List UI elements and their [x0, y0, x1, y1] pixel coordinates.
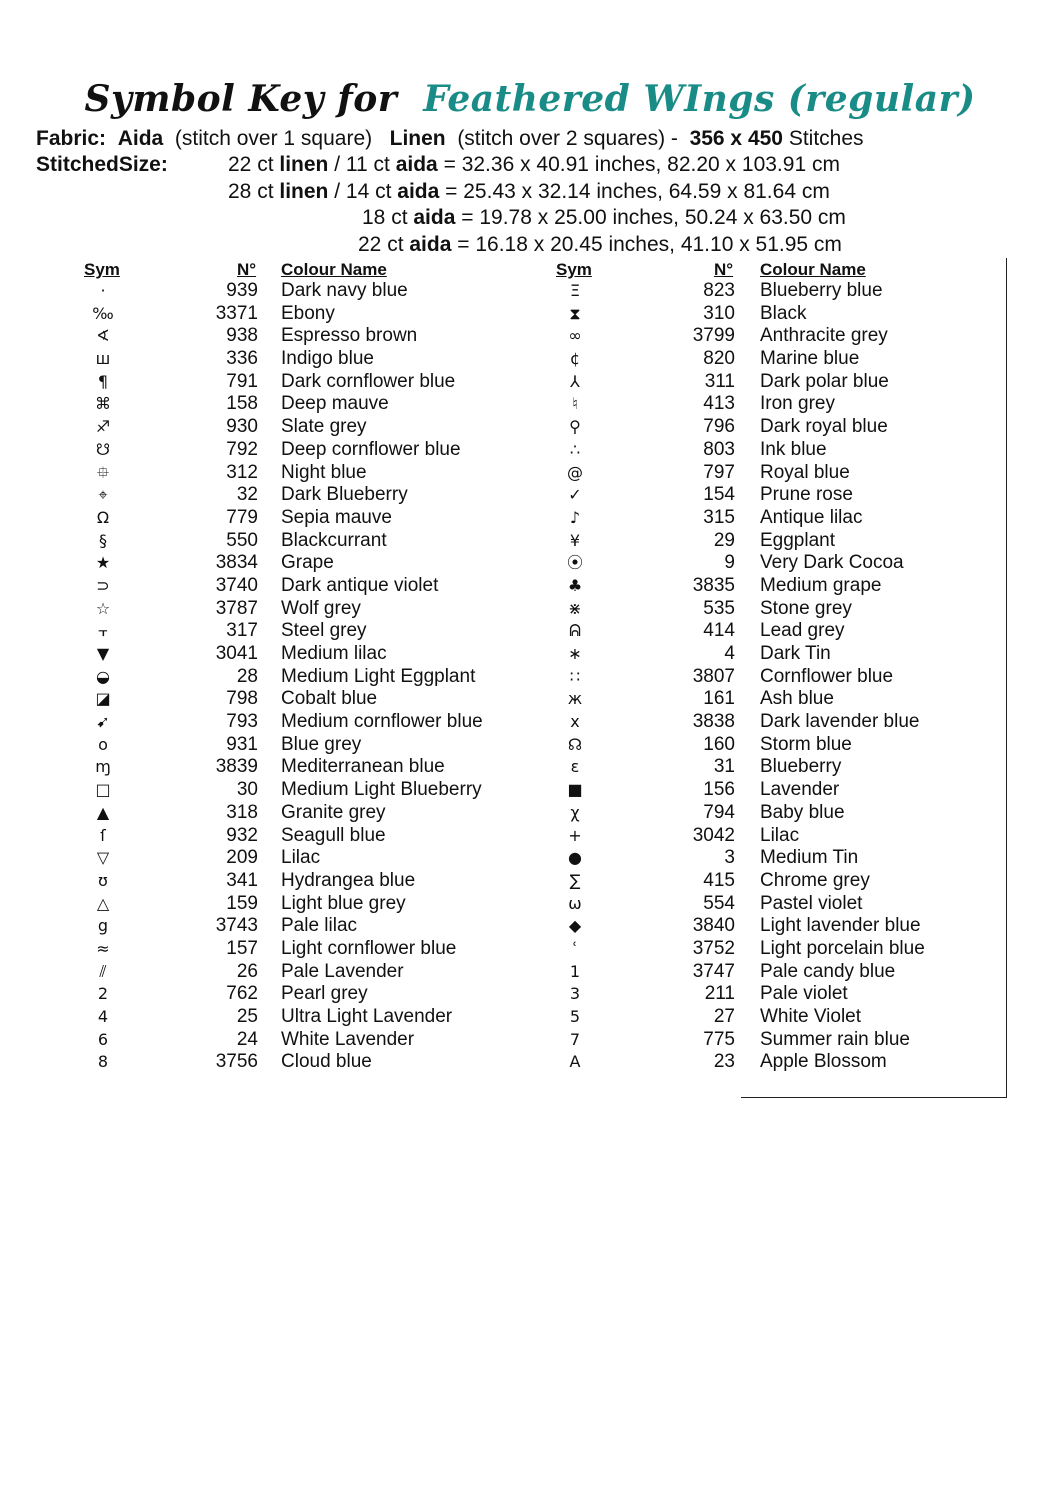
stitch-count: 356 x 450 [689, 127, 783, 150]
color-number: 312 [226, 461, 258, 483]
color-number: 554 [703, 892, 735, 914]
color-number: 317 [226, 620, 258, 642]
color-number: 311 [704, 370, 735, 392]
color-name: Steel grey [281, 620, 367, 642]
color-name: Mediterranean blue [281, 756, 445, 778]
symbol-glyph: ▲ [96, 802, 110, 822]
size-ct: 18 ct [362, 206, 408, 229]
color-number: 26 [236, 960, 258, 982]
color-name: Medium grape [760, 574, 882, 596]
symbol-glyph: ⅄ [570, 371, 580, 391]
color-number: 3756 [215, 1051, 258, 1073]
symbol-glyph: ʊ [98, 870, 108, 890]
color-name: Dark navy blue [281, 280, 408, 301]
symbol-glyph: ▼ [96, 644, 110, 663]
color-number: 158 [226, 393, 258, 415]
symbol-glyph: ⌘ [95, 394, 111, 414]
color-number: 154 [703, 484, 735, 506]
symbol-glyph: o [98, 734, 108, 754]
symbol-glyph: ⫽ [99, 961, 107, 981]
color-number: 25 [236, 1006, 258, 1027]
symbol-glyph: 8 [97, 1052, 109, 1072]
color-name: Medium cornflower blue [281, 711, 483, 733]
color-name: Apple Blossom [760, 1051, 887, 1073]
size-dims: = 25.43 x 32.14 inches, 64.59 x 81.64 cm [445, 180, 830, 203]
table-border-right [1006, 258, 1007, 1098]
symbol-glyph: ☋ [95, 439, 111, 459]
color-number: 318 [226, 801, 258, 823]
color-number: 32 [236, 484, 258, 506]
color-name: Blueberry [760, 756, 842, 778]
symbol-glyph: g [97, 916, 109, 936]
color-number: 3835 [692, 574, 735, 596]
color-number: 932 [226, 824, 258, 846]
color-number: 211 [704, 983, 735, 1005]
stitched-size-label-line [36, 152, 168, 178]
color-number: 156 [703, 779, 735, 801]
size-ct: 22 ct [358, 233, 404, 256]
color-number: 3042 [692, 824, 735, 846]
color-number: 3371 [215, 302, 258, 324]
symbol-glyph: ε [570, 757, 580, 777]
size-fabric: aida [395, 153, 438, 176]
color-name: Marine blue [760, 348, 860, 370]
color-number: 23 [713, 1051, 735, 1073]
symbol-glyph: ➹ [96, 712, 110, 732]
symbol-glyph: 2 [97, 984, 109, 1004]
color-number: 823 [703, 280, 735, 301]
fabric-line [36, 126, 864, 152]
title-prefix: Symbol Key for [84, 78, 398, 120]
color-number: 3743 [215, 915, 258, 937]
symbol-glyph: ⧗ [569, 303, 581, 323]
symbol-glyph: ¶ [97, 371, 109, 391]
color-number: 939 [226, 280, 258, 301]
size-ct: / 14 ct [334, 180, 392, 203]
symbol-glyph: ☊ [567, 734, 583, 754]
symbol-glyph: ◪ [95, 689, 111, 709]
symbol-glyph: ★ [95, 553, 111, 573]
size-ct: 22 ct [228, 153, 274, 176]
color-number: 3840 [692, 915, 735, 937]
size-fabric: aida [409, 233, 452, 256]
color-number: 413 [703, 393, 735, 415]
color-name: Lavender [760, 779, 840, 801]
symbol-glyph: · [100, 281, 106, 300]
symbol-glyph: + [568, 825, 582, 845]
color-name: Deep mauve [281, 393, 389, 415]
color-name: Anthracite grey [760, 325, 888, 347]
color-number: 414 [703, 620, 735, 642]
symbol-glyph: ☆ [95, 598, 111, 618]
size-fabric: linen [279, 153, 329, 176]
color-number: 762 [226, 983, 258, 1005]
symbol-glyph: 1 [569, 961, 581, 981]
size-line-4 [358, 232, 842, 258]
symbol-glyph: 3 [569, 984, 581, 1004]
color-name: Espresso brown [281, 325, 418, 347]
color-name: White Violet [760, 1006, 862, 1027]
color-number: 341 [226, 869, 258, 891]
color-name: Ink blue [760, 438, 827, 460]
fabric-aida: Aida [117, 127, 164, 150]
color-name: Granite grey [281, 801, 386, 823]
color-number: 160 [703, 733, 735, 755]
color-name: Seagull blue [281, 824, 386, 846]
color-name: Lead grey [760, 620, 845, 642]
color-name: Medium Tin [760, 847, 859, 869]
color-name: Iron grey [760, 393, 835, 415]
color-number: 315 [703, 506, 735, 528]
color-name: Chrome grey [760, 869, 870, 891]
color-number: 3747 [692, 960, 735, 982]
color-number: 535 [703, 597, 735, 619]
color-number: 3740 [215, 574, 258, 596]
color-number: 794 [703, 801, 735, 823]
symbol-glyph: ♪ [569, 507, 581, 527]
color-name: Cloud blue [281, 1051, 372, 1073]
header-sym-right: Sym [556, 260, 592, 279]
symbol-glyph: ш [95, 349, 111, 369]
symbol-glyph: ⋇ [568, 598, 582, 618]
color-number: 3839 [215, 756, 258, 778]
size-fabric: linen [279, 180, 329, 203]
color-number: 930 [226, 416, 258, 438]
symbol-glyph: □ [95, 780, 111, 800]
symbol-glyph: 5 [569, 1007, 581, 1026]
color-number: 938 [226, 325, 258, 347]
color-name: Summer rain blue [760, 1028, 910, 1050]
symbol-glyph: ⊃ [96, 575, 110, 595]
color-number: 775 [703, 1028, 735, 1050]
symbol-glyph: ■ [567, 780, 583, 800]
color-number: 24 [236, 1028, 258, 1050]
symbol-glyph: ¥ [569, 530, 581, 550]
color-name: White Lavender [281, 1028, 415, 1050]
color-number: 9 [724, 552, 735, 574]
color-name: Medium lilac [281, 643, 387, 664]
symbol-glyph: ⌖ [98, 485, 108, 505]
symbol-glyph: χ [570, 802, 580, 822]
color-number: 793 [226, 711, 258, 733]
color-number: 209 [226, 847, 258, 869]
symbol-glyph: 6 [97, 1029, 109, 1049]
color-number: 820 [703, 348, 735, 370]
color-number: 791 [226, 370, 258, 392]
color-name: Pastel violet [760, 892, 863, 914]
color-number: 310 [703, 302, 735, 324]
size-line-3 [362, 205, 846, 231]
color-name: Light cornflower blue [281, 937, 457, 959]
color-number: 336 [226, 348, 258, 370]
color-name: Prune rose [760, 484, 853, 506]
color-name: Grape [281, 552, 334, 574]
color-name: Medium Light Eggplant [281, 665, 476, 687]
color-name: Cornflower blue [760, 665, 894, 687]
size-dims: = 19.78 x 25.00 inches, 50.24 x 63.50 cm [461, 206, 846, 229]
color-number: 415 [703, 869, 735, 891]
header-name-left: Colour Name [281, 260, 387, 279]
symbol-glyph: △ [96, 893, 110, 913]
size-dims: = 16.18 x 20.45 inches, 41.10 x 51.95 cm [457, 233, 842, 256]
size-fabric: aida [397, 180, 440, 203]
symbol-glyph: ʿ [572, 938, 578, 958]
color-name: Light blue grey [281, 892, 406, 914]
header-name-right: Colour Name [760, 260, 866, 279]
color-name: Stone grey [760, 597, 852, 619]
color-name: Blackcurrant [281, 529, 387, 551]
symbol-glyph: ‰ [92, 303, 114, 323]
color-name: Lilac [760, 824, 800, 846]
color-name: Slate grey [281, 416, 367, 438]
color-number: 4 [724, 643, 735, 664]
color-number: 3787 [215, 597, 258, 619]
symbol-glyph: ∞ [568, 326, 582, 346]
symbol-glyph: ж [567, 689, 583, 709]
symbol-glyph: ɱ [95, 757, 111, 777]
symbol-glyph: Ω [96, 507, 110, 527]
fabric-linen-note: (stitch over 2 squares) - [457, 127, 678, 150]
color-number: 798 [226, 688, 258, 710]
color-name: Light lavender blue [760, 915, 921, 937]
color-name: Very Dark Cocoa [760, 552, 904, 574]
color-name: Dark polar blue [760, 370, 889, 392]
fabric-label: Fabric: [36, 127, 107, 150]
size-fabric: aida [413, 206, 456, 229]
color-name: Dark Tin [760, 643, 831, 664]
stitches-label: Stitches [788, 127, 864, 150]
symbol-glyph: ♣ [567, 575, 583, 595]
symbol-glyph: ω [568, 893, 582, 913]
symbol-glyph: ∷ [569, 666, 581, 686]
color-name: Dark Blueberry [281, 484, 408, 506]
color-name: Lilac [281, 847, 321, 869]
color-name: Pale Lavender [281, 960, 404, 982]
symbol-glyph: ● [568, 848, 582, 868]
symbol-glyph: ſ [100, 825, 106, 845]
color-name: Wolf grey [281, 597, 361, 619]
symbol-glyph: ¢ [569, 349, 581, 369]
color-number: 159 [226, 892, 258, 914]
color-number: 3 [724, 847, 735, 869]
color-number: 797 [703, 461, 735, 483]
symbol-glyph: ✓ [568, 485, 582, 505]
color-name: Pale candy blue [760, 960, 896, 982]
color-number: 28 [236, 665, 258, 687]
symbol-glyph: ♐ [95, 417, 111, 437]
color-name: Antique lilac [760, 506, 863, 528]
symbol-glyph: ∑ [569, 870, 581, 890]
fabric-linen: Linen [389, 127, 446, 150]
symbol-glyph: ∴ [569, 439, 581, 459]
color-name: Dark lavender blue [760, 711, 920, 733]
symbol-glyph: ▽ [96, 848, 110, 868]
color-name: Blueberry blue [760, 280, 883, 301]
symbol-glyph: ⦿ [566, 553, 583, 573]
color-name: Sepia mauve [281, 506, 392, 528]
symbol-glyph: ♮ [572, 394, 578, 414]
header-sym-left: Sym [84, 260, 120, 279]
color-number: 27 [713, 1006, 735, 1027]
symbol-glyph: 4 [97, 1007, 109, 1026]
color-name: Pale lilac [281, 915, 358, 937]
symbol-glyph: ∗ [568, 644, 582, 663]
color-number: 779 [226, 506, 258, 528]
symbol-glyph: @ [567, 462, 583, 482]
color-number: 3834 [215, 552, 258, 574]
color-number: 3838 [692, 711, 735, 733]
size-line-1 [228, 152, 840, 178]
color-number: 3799 [692, 325, 735, 347]
symbol-glyph: ⯐ [96, 462, 109, 482]
symbol-glyph: Ξ [569, 281, 581, 300]
symbol-glyph: A [569, 1052, 581, 1072]
symbol-glyph: ◒ [96, 666, 110, 686]
color-number: 3807 [692, 665, 735, 687]
color-name: Hydrangea blue [281, 869, 416, 891]
size-line-2 [228, 179, 830, 205]
color-name: Pearl grey [281, 983, 368, 1005]
color-number: 31 [713, 756, 735, 778]
symbol-glyph: ≈ [96, 938, 110, 958]
symbol-glyph: ∢ [96, 326, 110, 346]
fabric-aida-note: (stitch over 1 square) [174, 127, 373, 150]
color-name: Baby blue [760, 801, 845, 823]
stitched-size-label: StitchedSize: [36, 153, 168, 176]
color-number: 803 [703, 438, 735, 460]
color-number: 796 [703, 416, 735, 438]
color-name: Black [760, 302, 807, 324]
color-number: 30 [236, 779, 258, 801]
symbol-glyph: ⫟ [98, 621, 108, 641]
size-dims: = 32.36 x 40.91 inches, 82.20 x 103.91 cm [443, 153, 840, 176]
color-name: Ash blue [760, 688, 834, 710]
color-name: Medium Light Blueberry [281, 779, 482, 801]
color-number: 792 [226, 438, 258, 460]
size-ct: / 11 ct [334, 153, 390, 176]
color-number: 161 [703, 688, 735, 710]
table-border-bottom [741, 1097, 1007, 1098]
symbol-glyph: ◆ [568, 916, 582, 936]
header-num-left: N° [237, 260, 257, 279]
symbol-glyph: x [570, 712, 580, 732]
color-number: 3752 [692, 937, 735, 959]
color-name: Night blue [281, 461, 367, 483]
color-number: 29 [713, 529, 735, 551]
color-number: 3041 [215, 643, 258, 664]
color-name: Storm blue [760, 733, 852, 755]
color-name: Deep cornflower blue [281, 438, 461, 460]
symbol-glyph: ⚲ [569, 417, 581, 437]
color-name: Dark antique violet [281, 574, 439, 596]
color-name: Dark cornflower blue [281, 370, 456, 392]
page-title [0, 78, 1060, 120]
size-ct: 28 ct [228, 180, 274, 203]
color-name: Royal blue [760, 461, 850, 483]
color-name: Light porcelain blue [760, 937, 925, 959]
symbol-glyph: § [99, 530, 107, 550]
color-name: Ultra Light Lavender [281, 1006, 453, 1027]
color-name: Blue grey [281, 733, 362, 755]
color-name: Ebony [281, 302, 335, 324]
symbol-glyph: ᕱ [569, 621, 581, 641]
color-name: Pale violet [760, 983, 848, 1005]
color-number: 931 [226, 733, 258, 755]
color-number: 550 [226, 529, 258, 551]
symbol-glyph: 7 [569, 1029, 581, 1049]
color-name: Indigo blue [281, 348, 374, 370]
color-name: Cobalt blue [281, 688, 378, 710]
color-name: Dark royal blue [760, 416, 888, 438]
pattern-name: Feathered WIngs (regular) [423, 78, 976, 120]
header-num-right: N° [714, 260, 734, 279]
color-name: Eggplant [760, 529, 836, 551]
color-number: 157 [226, 937, 258, 959]
